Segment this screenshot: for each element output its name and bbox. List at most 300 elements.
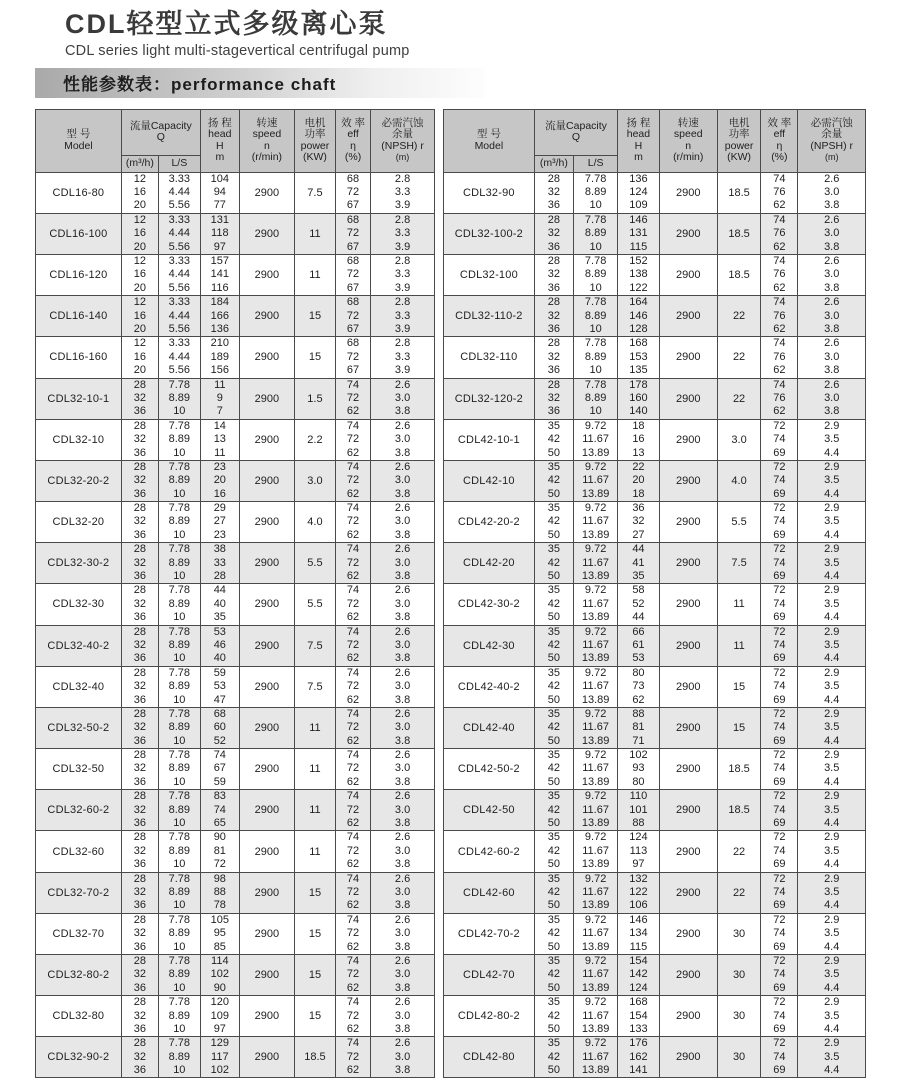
power-cell: 11 (717, 625, 760, 666)
power-cell: 30 (717, 913, 760, 954)
npsh-cell-value: 3.5 (824, 680, 840, 693)
eff-cell-value: 74 (773, 337, 786, 350)
capacity-m3h-cell-value: 36 (133, 528, 146, 541)
head-cell-value: 16 (632, 433, 645, 446)
col-header-ls: L/S (573, 155, 617, 172)
power-cell: 3.0 (294, 460, 335, 501)
npsh-cell-value: 3.0 (824, 309, 840, 322)
title-block (35, 10, 870, 59)
eff-cell-value: 74 (346, 707, 360, 720)
npsh-cell-value: 3.0 (394, 762, 411, 775)
eff-cell-value: 62 (346, 858, 360, 871)
capacity-ls-cell (573, 255, 617, 296)
head-cell-value: 52 (213, 734, 226, 747)
col-header-speed (239, 109, 294, 172)
capacity-ls-cell-value: 8.89 (168, 680, 191, 693)
power-cell: 18.5 (294, 1037, 335, 1078)
head-cell-value: 88 (213, 886, 226, 898)
head-cell-value: 132 (629, 872, 648, 885)
eff-cell-value: 72 (346, 968, 360, 981)
model-cell: CDL32-50-2 (36, 707, 122, 748)
capacity-m3h-cell (121, 872, 158, 913)
npsh-cell-value: 3.8 (394, 487, 411, 500)
head-header-line: 扬 程 (207, 116, 232, 129)
capacity-ls-cell-value: 10 (173, 899, 186, 912)
head-cell-value: 13 (632, 446, 645, 459)
capacity-m3h-cell (121, 213, 158, 254)
head-cell (200, 172, 239, 213)
head-cell-value: 36 (632, 502, 645, 515)
table-row (444, 913, 866, 954)
npsh-cell-value: 3.8 (394, 734, 411, 747)
capacity-m3h-cell-value: 35 (547, 996, 560, 1009)
table-row (36, 337, 435, 378)
npsh-cell (798, 337, 866, 378)
speed-cell: 2900 (239, 584, 294, 625)
npsh-cell-value: 4.4 (824, 570, 840, 583)
speed-cell: 2900 (659, 543, 717, 584)
speed-cell: 2900 (659, 666, 717, 707)
capacity-m3h-cell-value: 32 (547, 391, 560, 404)
head-cell-value: 40 (213, 652, 226, 665)
capacity-m3h-cell-value: 35 (547, 872, 560, 885)
capacity-m3h-cell (121, 378, 158, 419)
capacity-ls-cell-value: 5.56 (168, 322, 191, 335)
head-cell-value: 154 (629, 1009, 648, 1022)
head-cell-value: 146 (629, 213, 648, 226)
head-cell (618, 749, 659, 790)
capacity-m3h-cell-value: 50 (547, 1064, 560, 1077)
npsh-cell (798, 296, 866, 337)
capacity-m3h-cell-value: 36 (133, 817, 146, 830)
eff-cell-value: 72 (346, 844, 360, 857)
model-cell: CDL42-60-2 (444, 831, 535, 872)
capacity-ls-cell (573, 584, 617, 625)
eff-cell (761, 831, 798, 872)
head-cell-value: 62 (632, 693, 645, 706)
eff-cell (336, 296, 371, 337)
eff-cell-value: 72 (773, 707, 786, 720)
npsh-cell (798, 213, 866, 254)
capacity-ls-cell-value: 13.89 (581, 817, 610, 830)
head-cell-value: 131 (629, 227, 648, 240)
npsh-cell-value: 3.8 (824, 240, 840, 253)
head-cell-value: 59 (213, 666, 226, 679)
capacity-ls-cell (158, 378, 200, 419)
capacity-ls-cell-value: 7.78 (584, 213, 607, 226)
npsh-cell-value: 2.6 (394, 872, 411, 885)
head-cell-value: 184 (210, 296, 229, 309)
capacity-ls-cell (573, 707, 617, 748)
capacity-header-line1: 流量Capacity (545, 119, 607, 132)
capacity-ls-cell-value: 13.89 (581, 487, 610, 500)
model-cell: CDL32-10-1 (36, 378, 122, 419)
eff-cell (336, 666, 371, 707)
npsh-cell (371, 913, 435, 954)
head-cell (618, 913, 659, 954)
capacity-ls-cell-value: 3.33 (168, 255, 191, 268)
eff-cell-value: 62 (346, 652, 360, 665)
head-cell-value: 97 (213, 240, 226, 253)
capacity-m3h-cell-value: 28 (133, 831, 146, 844)
head-cell (618, 584, 659, 625)
model-cell: CDL32-110 (444, 337, 535, 378)
npsh-cell-value: 4.4 (824, 858, 840, 871)
capacity-ls-cell-value: 11.67 (582, 680, 609, 693)
power-cell: 15 (294, 337, 335, 378)
capacity-ls-cell (158, 790, 200, 831)
capacity-m3h-cell-value: 35 (547, 913, 560, 926)
speed-cell: 2900 (659, 954, 717, 995)
npsh-cell-value: 3.0 (394, 1009, 411, 1022)
capacity-ls-cell-value: 7.78 (168, 378, 191, 391)
eff-cell-value: 62 (773, 281, 786, 294)
capacity-ls-cell (573, 831, 617, 872)
speed-header-line: speed (252, 128, 282, 141)
table-row (36, 543, 435, 584)
npsh-cell-value: 3.0 (824, 268, 840, 281)
capacity-m3h-cell-value: 42 (547, 968, 560, 981)
model-cell: CDL16-140 (36, 296, 122, 337)
head-cell-value: 156 (210, 364, 229, 377)
speed-cell: 2900 (239, 954, 294, 995)
head-cell (200, 296, 239, 337)
capacity-ls-cell (158, 584, 200, 625)
eff-cell-value: 69 (773, 940, 786, 953)
capacity-ls-cell (573, 460, 617, 501)
npsh-cell-value: 3.5 (824, 968, 840, 981)
table-row (444, 213, 866, 254)
head-cell-value: 124 (629, 981, 648, 994)
eff-cell-value: 72 (346, 268, 360, 281)
npsh-cell-value: 3.5 (824, 556, 840, 569)
capacity-ls-cell-value: 13.89 (581, 899, 610, 912)
npsh-cell-value: 3.0 (394, 474, 411, 487)
model-cell: CDL32-20 (36, 502, 122, 543)
col-header-eff (336, 109, 371, 172)
model-cell: CDL32-100 (444, 255, 535, 296)
head-cell (200, 460, 239, 501)
speed-cell: 2900 (659, 1037, 717, 1078)
capacity-ls-cell-value: 13.89 (581, 858, 610, 871)
capacity-m3h-cell-value: 32 (133, 844, 146, 857)
eff-cell-value: 72 (773, 749, 786, 762)
npsh-cell-value: 3.0 (394, 886, 411, 898)
capacity-ls-cell-value: 10 (173, 1064, 186, 1077)
head-cell (200, 502, 239, 543)
head-cell-value: 131 (210, 213, 229, 226)
capacity-m3h-cell-value: 50 (547, 446, 560, 459)
speed-cell: 2900 (659, 913, 717, 954)
capacity-m3h-cell-value: 12 (133, 296, 146, 309)
npsh-cell (798, 790, 866, 831)
capacity-m3h-cell-value: 35 (547, 666, 560, 679)
table-row (444, 460, 866, 501)
npsh-cell-value: 3.8 (394, 858, 411, 871)
eff-cell (336, 378, 371, 419)
capacity-m3h-cell-value: 16 (133, 268, 146, 281)
capacity-m3h-cell-value: 42 (547, 803, 560, 816)
capacity-ls-cell (158, 255, 200, 296)
head-cell-value: 27 (213, 515, 226, 528)
capacity-m3h-cell-value: 32 (133, 1050, 146, 1063)
capacity-ls-cell (573, 1037, 617, 1078)
capacity-ls-cell-value: 10 (173, 611, 186, 624)
table-row (444, 996, 866, 1037)
npsh-cell-value: 2.9 (824, 666, 840, 679)
head-cell-value: 44 (632, 611, 645, 624)
col-header-npsh (371, 109, 435, 172)
eff-cell (336, 872, 371, 913)
eff-cell-value: 72 (346, 474, 360, 487)
eff-cell-value: 62 (346, 693, 360, 706)
npsh-cell-value: 2.6 (394, 1037, 411, 1050)
capacity-ls-cell (573, 872, 617, 913)
capacity-m3h-cell (534, 543, 573, 584)
eff-cell-value: 74 (773, 474, 786, 487)
capacity-ls-cell-value: 11.67 (582, 968, 609, 981)
head-cell (618, 666, 659, 707)
capacity-ls-cell-value: 8.89 (168, 968, 191, 981)
capacity-m3h-cell-value: 12 (133, 213, 146, 226)
eff-cell-value: 69 (773, 611, 786, 624)
capacity-m3h-cell-value: 42 (547, 515, 560, 528)
capacity-m3h-cell-value: 36 (133, 940, 146, 953)
capacity-m3h-cell (534, 707, 573, 748)
capacity-m3h-cell-value: 28 (133, 584, 146, 597)
head-cell (618, 954, 659, 995)
speed-cell: 2900 (239, 790, 294, 831)
table-row (444, 502, 866, 543)
npsh-header-line: (NPSH) r (381, 139, 424, 152)
eff-cell-value: 68 (346, 172, 360, 185)
eff-cell-value: 74 (773, 844, 786, 857)
capacity-m3h-cell-value: 28 (133, 625, 146, 638)
capacity-ls-cell-value: 7.78 (168, 1037, 191, 1050)
head-cell (200, 872, 239, 913)
eff-cell-value: 69 (773, 446, 786, 459)
head-cell-value: 85 (213, 940, 226, 953)
head-cell-value: 74 (213, 749, 226, 762)
capacity-m3h-cell-value: 50 (547, 775, 560, 788)
power-cell: 15 (717, 707, 760, 748)
npsh-cell (371, 996, 435, 1037)
speed-cell: 2900 (659, 584, 717, 625)
table-row (36, 749, 435, 790)
npsh-cell-value: 3.3 (394, 309, 411, 322)
speed-cell: 2900 (659, 502, 717, 543)
capacity-m3h-cell-value: 36 (133, 570, 146, 583)
eff-cell-value: 74 (773, 762, 786, 775)
model-cell: CDL16-120 (36, 255, 122, 296)
capacity-m3h-cell (121, 954, 158, 995)
eff-cell-value: 69 (773, 981, 786, 994)
npsh-cell-value: 3.0 (824, 186, 840, 199)
capacity-ls-cell-value: 8.89 (168, 762, 191, 775)
capacity-ls-cell-value: 13.89 (581, 1022, 610, 1035)
power-cell: 7.5 (294, 625, 335, 666)
npsh-cell-value: 3.8 (394, 1064, 411, 1077)
capacity-ls-cell-value: 7.78 (168, 872, 191, 885)
performance-table-left (35, 109, 435, 1079)
capacity-m3h-cell-value: 36 (133, 899, 146, 912)
speed-cell: 2900 (659, 831, 717, 872)
capacity-m3h-cell-value: 28 (547, 378, 560, 391)
npsh-cell-value: 2.6 (394, 502, 411, 515)
eff-header-line: (%) (344, 151, 362, 164)
npsh-header-line: (NPSH) r (810, 139, 853, 152)
eff-cell-value: 74 (773, 680, 786, 693)
capacity-ls-cell-value: 8.89 (584, 391, 607, 404)
power-cell: 15 (294, 913, 335, 954)
head-cell-value: 162 (629, 1050, 648, 1063)
eff-cell-value: 72 (773, 460, 786, 473)
eff-cell-value: 62 (346, 446, 360, 459)
head-cell-value: 176 (629, 1037, 648, 1050)
npsh-cell-value: 2.6 (394, 378, 411, 391)
model-cell: CDL42-30-2 (444, 584, 535, 625)
npsh-cell-value: 4.4 (824, 775, 840, 788)
model-cell: CDL42-30 (444, 625, 535, 666)
head-cell-value: 68 (213, 707, 226, 720)
capacity-ls-cell (158, 749, 200, 790)
head-cell-value: 110 (629, 790, 648, 803)
capacity-m3h-cell-value: 28 (133, 502, 146, 515)
eff-cell-value: 76 (773, 227, 786, 240)
capacity-m3h-cell-value: 42 (547, 433, 560, 446)
power-cell: 18.5 (717, 172, 760, 213)
capacity-m3h-cell (534, 584, 573, 625)
eff-cell-value: 74 (346, 502, 360, 515)
eff-cell-value: 74 (773, 213, 786, 226)
head-cell-value: 78 (213, 899, 226, 912)
power-header-line: 功率 (304, 128, 326, 141)
eff-cell-value: 69 (773, 899, 786, 912)
capacity-ls-cell-value: 4.44 (168, 309, 191, 322)
npsh-cell-value: 3.8 (394, 940, 411, 953)
capacity-ls-cell-value: 11.67 (582, 433, 609, 446)
model-cell: CDL32-100-2 (444, 213, 535, 254)
capacity-ls-cell-value: 5.56 (168, 199, 191, 212)
eff-cell (336, 954, 371, 995)
npsh-cell-value: 3.5 (824, 515, 840, 528)
capacity-ls-cell (573, 419, 617, 460)
head-cell-value: 23 (213, 528, 226, 541)
head-cell-value: 59 (213, 775, 226, 788)
npsh-cell (798, 543, 866, 584)
capacity-m3h-cell-value: 50 (547, 528, 560, 541)
table-row (36, 1037, 435, 1078)
head-cell-value: 35 (632, 570, 645, 583)
capacity-ls-cell-value: 10 (173, 858, 186, 871)
capacity-ls-cell-value: 13.89 (581, 1064, 610, 1077)
capacity-m3h-cell-value: 36 (133, 734, 146, 747)
capacity-ls-cell (158, 337, 200, 378)
head-cell-value: 88 (632, 707, 645, 720)
capacity-ls-cell-value: 13.89 (581, 446, 610, 459)
eff-cell-value: 76 (773, 391, 786, 404)
npsh-cell-value: 4.4 (824, 487, 840, 500)
capacity-m3h-cell-value: 42 (547, 638, 560, 651)
head-cell-value: 60 (213, 721, 226, 734)
eff-cell-value: 62 (346, 817, 360, 830)
table-row (36, 954, 435, 995)
npsh-cell-value: 3.0 (394, 721, 411, 734)
capacity-m3h-cell (534, 831, 573, 872)
capacity-m3h-cell-value: 50 (547, 611, 560, 624)
power-cell: 11 (294, 831, 335, 872)
capacity-m3h-cell (534, 502, 573, 543)
head-cell (618, 337, 659, 378)
head-cell-value: 80 (632, 775, 645, 788)
head-cell-value: 97 (632, 858, 645, 871)
power-header-line: 电机 (304, 116, 326, 129)
power-cell: 15 (294, 954, 335, 995)
speed-cell: 2900 (659, 625, 717, 666)
eff-cell-value: 62 (346, 487, 360, 500)
npsh-cell-value: 3.8 (394, 981, 411, 994)
capacity-ls-cell-value: 10 (589, 364, 602, 377)
npsh-cell (798, 707, 866, 748)
power-cell: 11 (294, 255, 335, 296)
eff-header-line: eff (347, 128, 359, 141)
head-cell (618, 296, 659, 337)
eff-cell-value: 68 (346, 337, 360, 350)
npsh-cell-value: 3.3 (394, 186, 411, 199)
power-cell: 7.5 (717, 543, 760, 584)
eff-cell (336, 543, 371, 584)
capacity-m3h-cell (121, 584, 158, 625)
head-cell (618, 872, 659, 913)
power-cell: 5.5 (717, 502, 760, 543)
power-cell: 30 (717, 954, 760, 995)
head-cell-value: 72 (213, 858, 226, 871)
capacity-m3h-cell-value: 32 (133, 597, 146, 610)
table-row (36, 996, 435, 1037)
model-cell: CDL42-60 (444, 872, 535, 913)
head-cell-value: 81 (632, 721, 645, 734)
capacity-m3h-cell-value: 35 (547, 707, 560, 720)
npsh-cell (371, 625, 435, 666)
capacity-m3h-cell-value: 36 (547, 199, 560, 212)
capacity-ls-cell-value: 7.78 (168, 790, 191, 803)
npsh-cell (371, 419, 435, 460)
capacity-ls-cell-value: 11.67 (582, 927, 609, 940)
head-cell-value: 106 (629, 899, 648, 912)
eff-cell (761, 255, 798, 296)
capacity-ls-cell (573, 543, 617, 584)
eff-cell-value: 72 (773, 790, 786, 803)
capacity-ls-cell (573, 213, 617, 254)
table-row (36, 584, 435, 625)
npsh-cell (798, 749, 866, 790)
capacity-m3h-cell-value: 35 (547, 502, 560, 515)
npsh-cell-value: 3.8 (394, 899, 411, 912)
eff-cell-value: 72 (346, 762, 360, 775)
capacity-m3h-cell-value: 50 (547, 693, 560, 706)
eff-cell-value: 74 (346, 1037, 360, 1050)
table-row (444, 790, 866, 831)
table-row (444, 749, 866, 790)
head-cell-value: 153 (629, 350, 648, 363)
npsh-cell-value: 2.6 (394, 666, 411, 679)
capacity-m3h-cell (534, 749, 573, 790)
capacity-m3h-cell (121, 172, 158, 213)
head-cell-value: 61 (632, 638, 645, 651)
table-row (444, 707, 866, 748)
capacity-ls-cell (573, 337, 617, 378)
head-cell-value: 33 (213, 556, 226, 569)
